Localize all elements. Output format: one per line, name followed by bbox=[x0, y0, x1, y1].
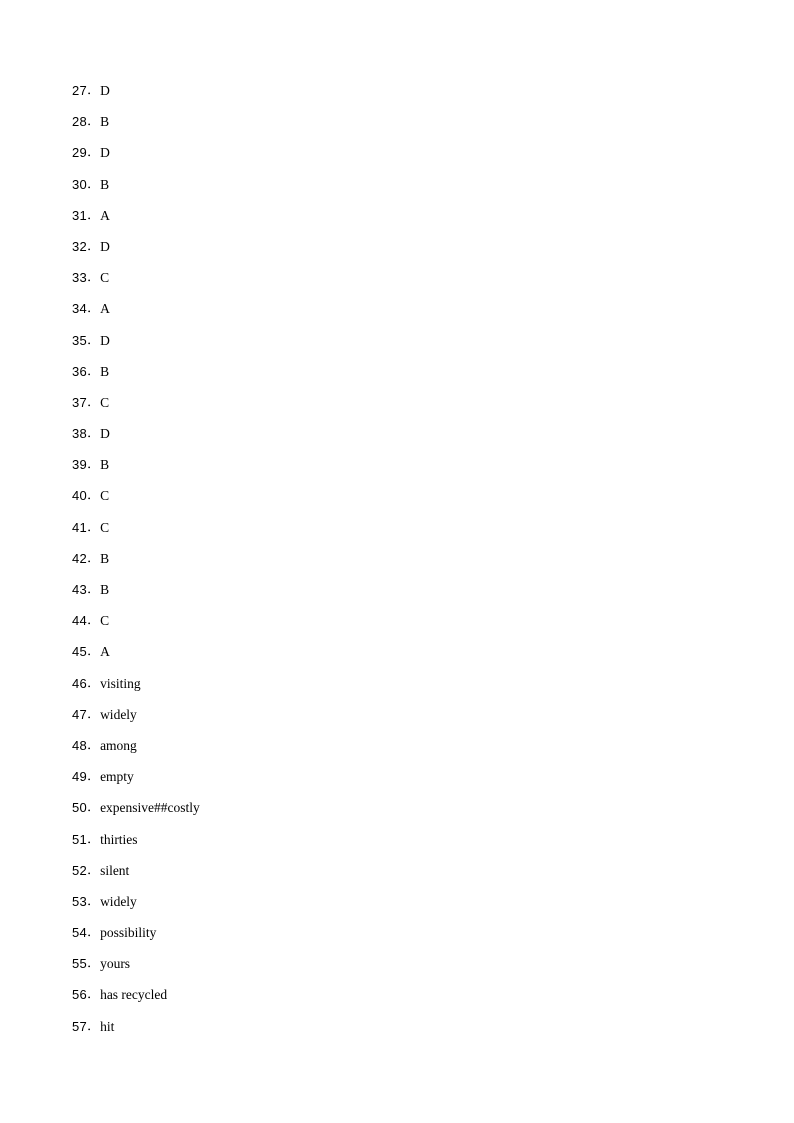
question-number: 48 bbox=[72, 737, 88, 753]
number-separator: ． bbox=[87, 83, 101, 98]
answer-text: D bbox=[100, 332, 110, 348]
number-separator: ． bbox=[87, 675, 101, 691]
answer-row bbox=[72, 768, 200, 799]
answer-key-list bbox=[72, 82, 200, 1049]
answer-text: visiting bbox=[100, 675, 141, 691]
number-separator: ． bbox=[87, 956, 101, 972]
question-number: 49 bbox=[72, 769, 88, 785]
question-number: 52 bbox=[72, 862, 88, 878]
number-separator: ． bbox=[87, 238, 101, 254]
question-number: 39 bbox=[72, 457, 88, 473]
answer-text: D bbox=[100, 238, 110, 254]
answer-row bbox=[72, 456, 200, 487]
answer-row bbox=[72, 82, 200, 113]
answer-text: B bbox=[100, 176, 110, 192]
question-number: 32 bbox=[72, 238, 88, 254]
answer-text: A bbox=[100, 644, 110, 660]
answer-text: D bbox=[100, 83, 110, 98]
answer-row bbox=[72, 675, 200, 706]
answer-text: yours bbox=[100, 956, 131, 972]
answer-row bbox=[72, 643, 200, 674]
question-number: 34 bbox=[72, 301, 88, 317]
question-number: 56 bbox=[72, 987, 88, 1003]
number-separator: ． bbox=[87, 394, 101, 410]
number-separator: ． bbox=[87, 644, 101, 660]
number-separator: ． bbox=[87, 426, 101, 442]
answer-row bbox=[72, 706, 200, 737]
answer-row bbox=[72, 300, 200, 331]
answer-row bbox=[72, 207, 200, 238]
number-separator: ． bbox=[87, 769, 101, 785]
question-number: 53 bbox=[72, 893, 88, 909]
question-number: 45 bbox=[72, 644, 88, 660]
number-separator: ． bbox=[87, 800, 101, 816]
answer-text: C bbox=[100, 488, 110, 504]
number-separator: ． bbox=[87, 176, 101, 192]
number-separator: ． bbox=[87, 925, 101, 941]
number-separator: ． bbox=[87, 270, 101, 286]
question-number: 40 bbox=[72, 488, 88, 504]
number-separator: ． bbox=[87, 519, 101, 535]
answer-row bbox=[72, 519, 200, 550]
question-number: 37 bbox=[72, 394, 88, 410]
answer-text: B bbox=[100, 114, 110, 130]
answer-row bbox=[72, 924, 200, 955]
question-number: 44 bbox=[72, 613, 88, 629]
question-number: 35 bbox=[72, 332, 88, 348]
answer-text: has recycled bbox=[100, 987, 168, 1003]
answer-row bbox=[72, 737, 200, 768]
question-number: 47 bbox=[72, 706, 88, 722]
question-number: 29 bbox=[72, 145, 88, 161]
answer-text: hit bbox=[100, 1018, 115, 1034]
question-number: 33 bbox=[72, 270, 88, 286]
answer-text: C bbox=[100, 519, 110, 535]
answer-row bbox=[72, 1018, 200, 1049]
number-separator: ． bbox=[87, 114, 101, 130]
number-separator: ． bbox=[87, 582, 101, 597]
answer-row bbox=[72, 862, 200, 893]
answer-row bbox=[72, 238, 200, 269]
answer-row bbox=[72, 363, 200, 394]
answer-row bbox=[72, 893, 200, 924]
answer-row bbox=[72, 176, 200, 207]
number-separator: ． bbox=[87, 737, 101, 753]
number-separator: ． bbox=[87, 831, 101, 847]
question-number: 31 bbox=[72, 207, 88, 223]
answer-row bbox=[72, 986, 200, 1017]
answer-text: C bbox=[100, 394, 110, 410]
answer-text: A bbox=[100, 207, 110, 223]
answer-text: C bbox=[100, 270, 110, 286]
question-number: 27 bbox=[72, 83, 88, 98]
question-number: 28 bbox=[72, 114, 88, 130]
answer-text: A bbox=[100, 301, 110, 317]
answer-text: possibility bbox=[100, 925, 157, 941]
question-number: 50 bbox=[72, 800, 88, 816]
answer-text: D bbox=[100, 145, 110, 161]
number-separator: ． bbox=[87, 550, 101, 566]
answer-text: B bbox=[100, 457, 110, 473]
answer-text: widely bbox=[100, 706, 137, 722]
answer-text: B bbox=[100, 550, 110, 566]
answer-row bbox=[72, 144, 200, 175]
answer-row bbox=[72, 799, 200, 830]
answer-row bbox=[72, 269, 200, 300]
answer-text: B bbox=[100, 582, 110, 597]
number-separator: ． bbox=[87, 1018, 101, 1034]
number-separator: ． bbox=[87, 706, 101, 722]
answer-row bbox=[72, 487, 200, 518]
answer-row bbox=[72, 581, 200, 612]
answer-row bbox=[72, 550, 200, 581]
question-number: 42 bbox=[72, 550, 88, 566]
answer-row bbox=[72, 394, 200, 425]
number-separator: ． bbox=[87, 457, 101, 473]
answer-text: widely bbox=[100, 893, 137, 909]
answer-text: silent bbox=[100, 862, 130, 878]
answer-row bbox=[72, 955, 200, 986]
answer-text: thirties bbox=[100, 831, 138, 847]
question-number: 54 bbox=[72, 925, 88, 941]
number-separator: ． bbox=[87, 613, 101, 629]
question-number: 38 bbox=[72, 426, 88, 442]
answer-text: among bbox=[100, 737, 137, 753]
answer-text: C bbox=[100, 613, 110, 629]
number-separator: ． bbox=[87, 987, 101, 1003]
number-separator: ． bbox=[87, 488, 101, 504]
question-number: 30 bbox=[72, 176, 88, 192]
answer-row bbox=[72, 113, 200, 144]
number-separator: ． bbox=[87, 207, 101, 223]
question-number: 51 bbox=[72, 831, 88, 847]
answer-row bbox=[72, 831, 200, 862]
number-separator: ． bbox=[87, 862, 101, 878]
number-separator: ． bbox=[87, 893, 101, 909]
question-number: 41 bbox=[72, 519, 88, 535]
question-number: 57 bbox=[72, 1018, 88, 1034]
answer-text: B bbox=[100, 363, 110, 379]
answer-text: expensive##costly bbox=[100, 800, 200, 816]
answer-row bbox=[72, 612, 200, 643]
question-number: 46 bbox=[72, 675, 88, 691]
number-separator: ． bbox=[87, 301, 101, 317]
number-separator: ． bbox=[87, 332, 101, 348]
number-separator: ． bbox=[87, 363, 101, 379]
question-number: 43 bbox=[72, 582, 88, 597]
number-separator: ． bbox=[87, 145, 101, 161]
answer-row bbox=[72, 425, 200, 456]
answer-text: D bbox=[100, 426, 110, 442]
answer-row bbox=[72, 332, 200, 363]
answer-text: empty bbox=[100, 769, 134, 785]
question-number: 36 bbox=[72, 363, 88, 379]
question-number: 55 bbox=[72, 956, 88, 972]
